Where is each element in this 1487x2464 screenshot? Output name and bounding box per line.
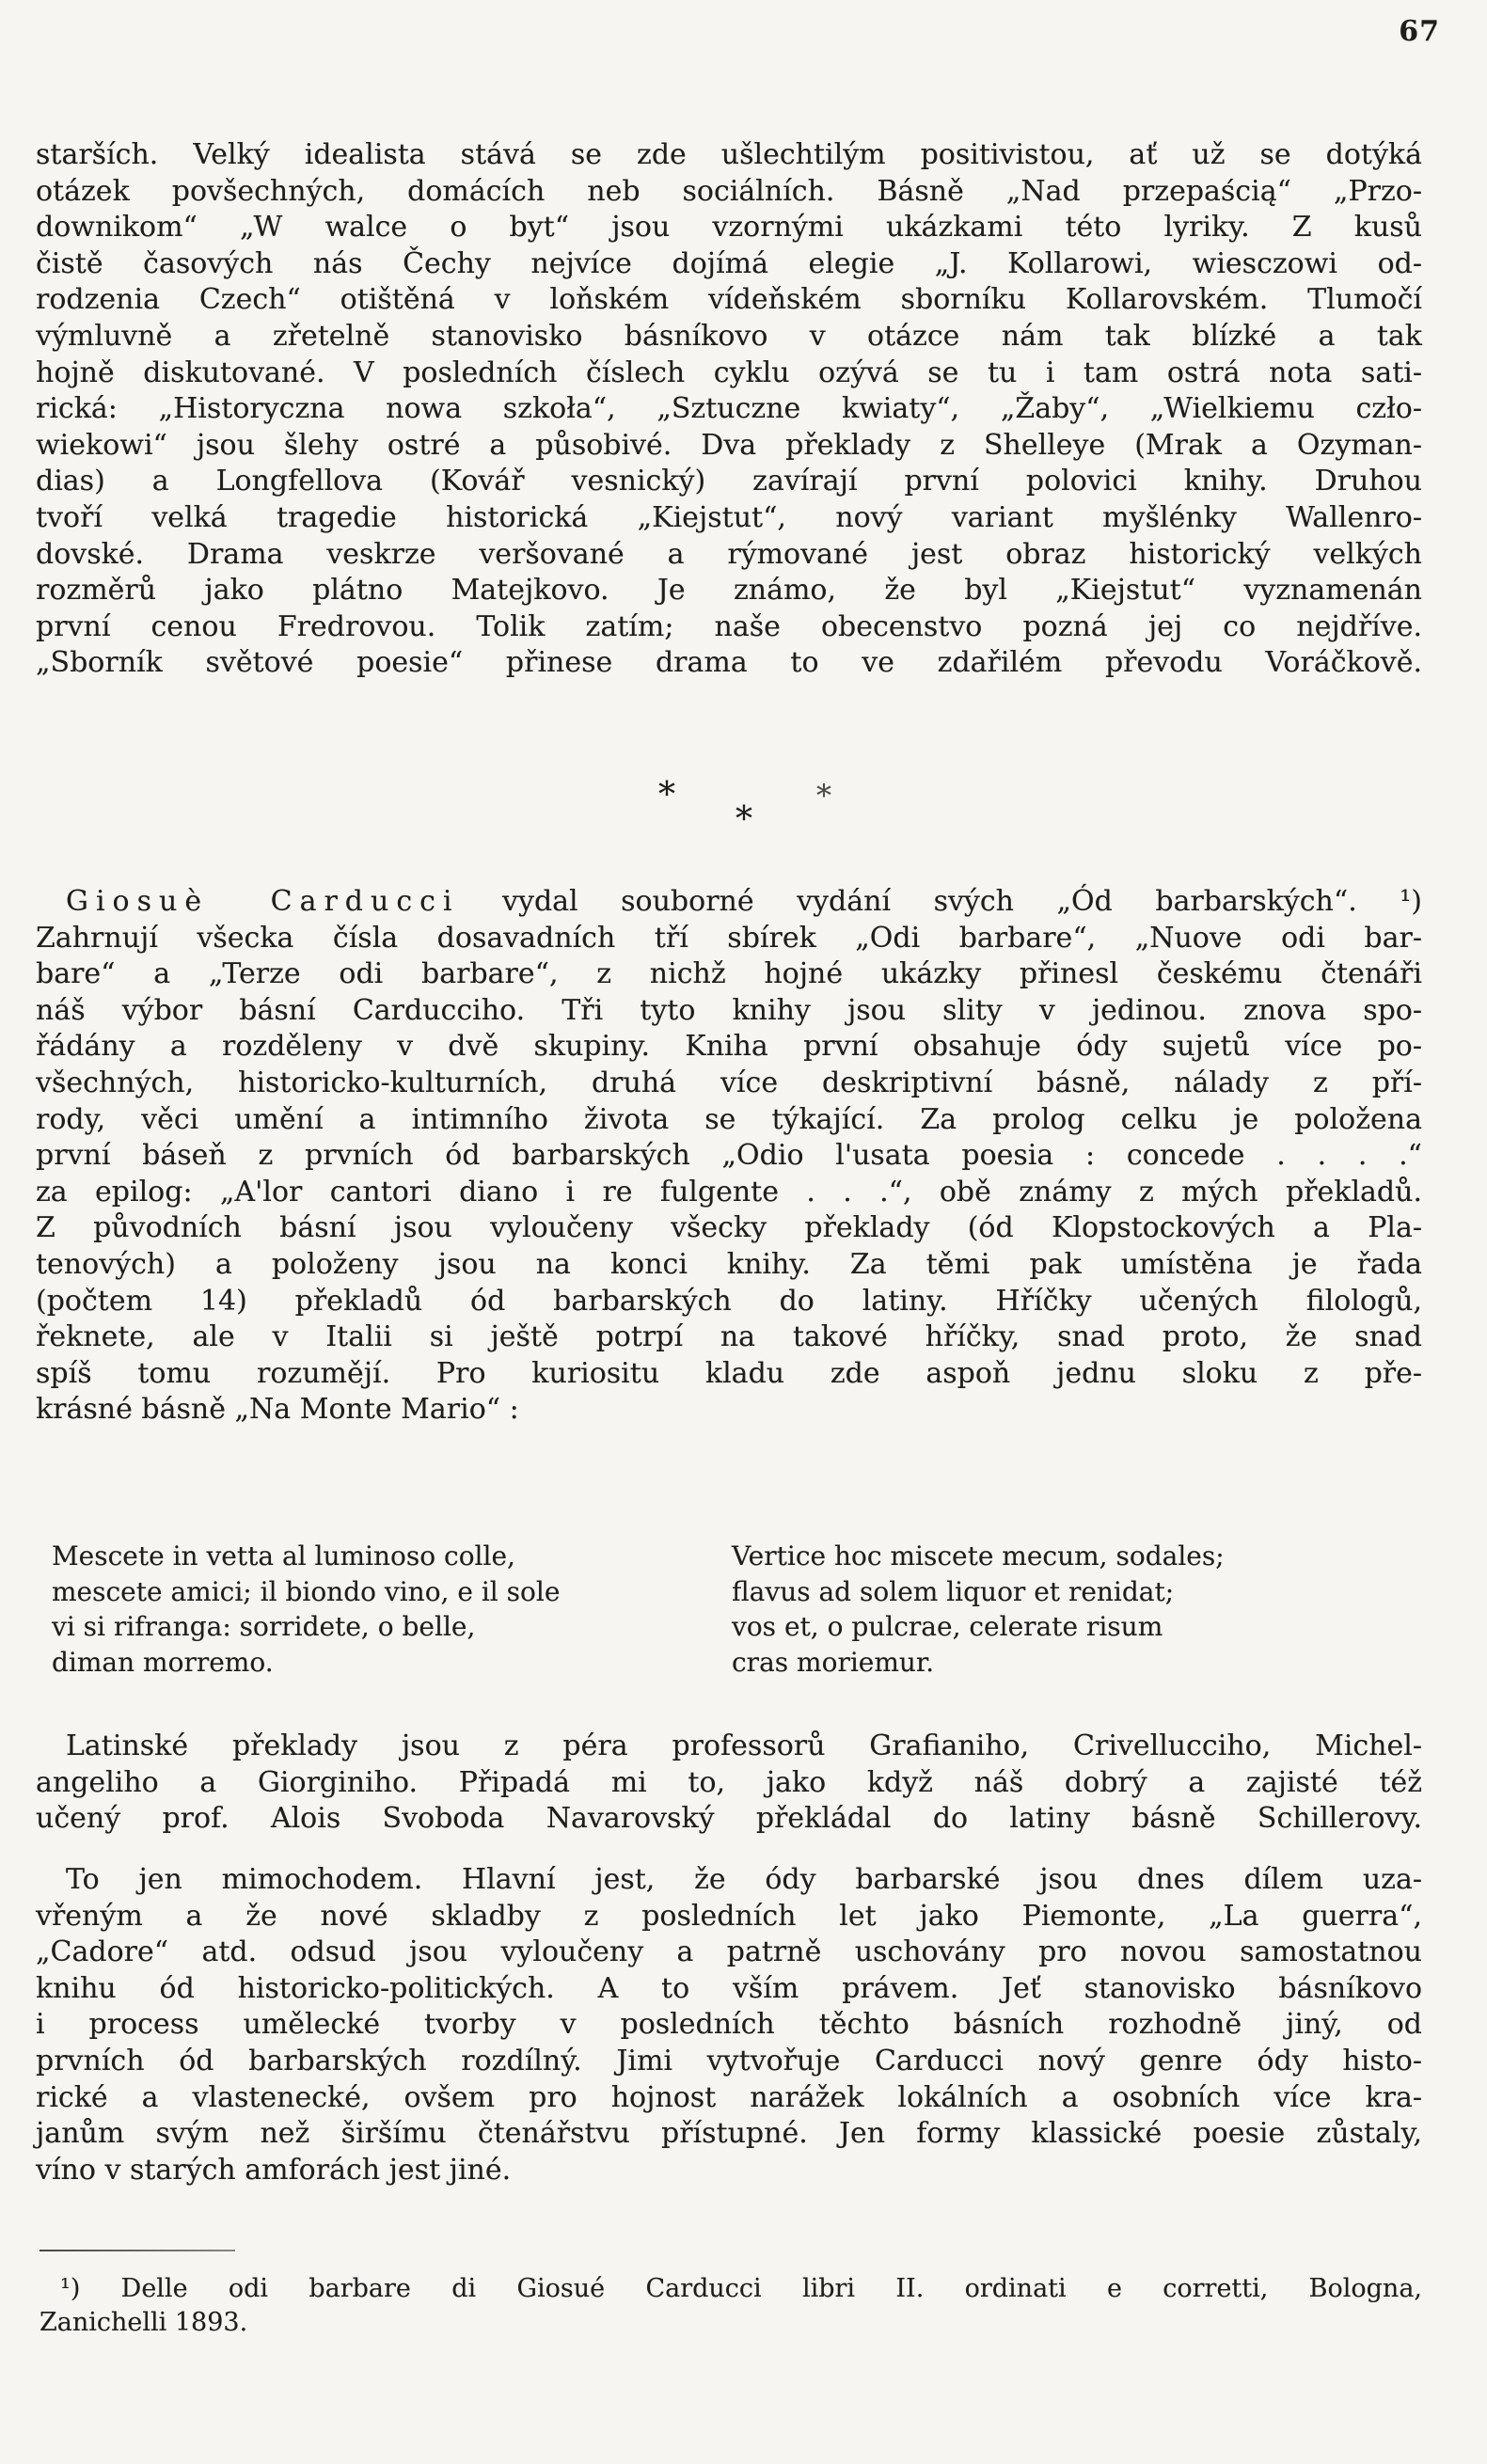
text-line: za epilog: „A'lor cantori diano i re fulgente . . .“, obě známy z mých překladů. <box>36 1175 1422 1208</box>
text-line: dovské. Drama veskrze veršované a rýmované jest obraz historický velkých <box>36 537 1422 571</box>
text-line: diman morremo. <box>52 1646 274 1678</box>
text-line: bare“ a „Terze odi barbare“, z nichž hojné ukázky přinesl českému čtenáři <box>36 957 1422 991</box>
text-line: řádány a rozděleny v dvě skupiny. Kniha první obsahuje ódy sujetů více po- <box>36 1030 1422 1064</box>
text-line: Mescete in vetta al luminoso colle, <box>52 1540 515 1572</box>
text-line: všechných, historicko-kulturních, druhá více deskriptivní básně, nálady z pří- <box>36 1066 1422 1099</box>
text-line: tvoří velká tragedie historická „Kiejstut“, nový variant myšlénky Wallenro- <box>36 500 1422 534</box>
text-line: spíš tomu rozumějí. Pro kuriositu kladu zde aspoň jednu sloku z pře- <box>36 1356 1422 1390</box>
text-line: Latinské překlady jsou z péra professorů Grafianiho, Crivellucciho, Michel- <box>66 1730 1422 1762</box>
paragraph-polish-review <box>36 137 1422 682</box>
text-line: angeliho a Giorginiho. Připadá mi to, jako když náš dobrý a zajisté též <box>36 1765 1422 1799</box>
text-line: rická: „Historyczna nowa szkoła“, „Sztuczne kwiaty“, „Žaby“, „Wielkiemu czło- <box>36 392 1422 426</box>
verse-column-italian <box>52 1539 710 1680</box>
text-line: Z původních básní jsou vyloučeny všecky překlady (ód Klopstockových a Pla- <box>36 1211 1422 1245</box>
text-line: ¹) Delle odi barbare di Giosué Carducci libri II. ordinati e corretti, Bologna, <box>60 2274 1422 2303</box>
text-line: To jen mimochodem. Hlavní jest, že ódy barbarské jsou dnes dílem uza- <box>66 1863 1422 1896</box>
text-line: vi si rifranga: sorridete, o belle, <box>52 1611 476 1642</box>
text-line: otázek povšechných, domácích neb sociálních. Básně „Nad przepaścią“ „Przo- <box>36 174 1422 208</box>
text-line: učený prof. Alois Svoboda Navarovský překládal do latiny básně Schillerovy. <box>36 1802 1422 1836</box>
text-line: řeknete, ale v Italii si ještě potrpí na takové hříčky, snad proto, že snad <box>36 1320 1422 1354</box>
text-line: rodzenia Czech“ otištěná v loňském vídeňském sborníku Kollarovském. Tlumočí <box>36 283 1422 317</box>
text-line: janům svým než širšímu čtenářstvu přístupné. Jen formy klassické poesie zůstaly, <box>36 2117 1422 2151</box>
text-line: wiekowi“ jsou šlehy ostré a působivé. Dva překlady z Shelleye (Mrak a Ozyman- <box>36 428 1422 462</box>
text-line: rické a vlastenecké, ovšem pro hojnost narážek lokálních a osobních více kra- <box>36 2080 1422 2114</box>
text-line: „Cadore“ atd. odsud jsou vyloučeny a patrně uschovány pro novou samostatnou <box>36 1935 1422 1969</box>
text-line: víno v starých amforách jest jiné. <box>36 2153 512 2187</box>
text-line: krásné básně „Na Monte Mario“ : <box>36 1393 519 1427</box>
text-line: prvních ód barbarských rozdílný. Jimi vytvořuje Carducci nový genre ódy histo- <box>36 2044 1422 2077</box>
text-line: náš výbor básní Carducciho. Tři tyto knihy jsou slity v jedinou. znova spo- <box>36 993 1422 1027</box>
text-line: downikom“ „W walce o byt“ jsou vzornými ukázkami této lyriky. Z kusů <box>36 211 1422 245</box>
page-number: 67 <box>1399 15 1440 48</box>
carducci-author-name: Giosuè Carducci <box>66 885 460 918</box>
text-line: rody, věci umění a intimního života se týkající. Za prolog celku je položena <box>36 1102 1422 1136</box>
asterisk-icon: * <box>736 800 752 839</box>
text-line: flavus ad solem liquor et renidat; <box>732 1575 1175 1607</box>
verse-column-latin <box>732 1539 1428 1680</box>
text-line: „Sborník světové poesie“ přinese drama to ve zdařilém převodu Voráčkově. <box>36 646 1422 680</box>
text-line: dias) a Longfellova (Kovář vesnický) zavírají první polovici knihy. Druhou <box>36 465 1422 498</box>
text-line: vřeným a že nové skladby z posledních let jako Piemonte, „La guerra“, <box>36 1899 1422 1933</box>
text-line: Zahrnují všecka čísla dosavadních tří sbírek „Odi barbare“, „Nuove odi bar- <box>36 921 1422 955</box>
paragraph-carducci-body <box>36 921 1422 1429</box>
text-line: výmluvně a zřetelně stanovisko básníkovo v otázce nám tak blízké a tak <box>36 319 1422 353</box>
asterisk-icon: * <box>658 776 675 814</box>
text-line: (počtem 14) překladů ód barbarských do latiny. Hříčky učených filologů, <box>36 1284 1422 1318</box>
text-line: čistě časových nás Čechy nejvíce dojímá elegie „J. Kollarowi, wiesczowi od- <box>36 246 1422 280</box>
paragraph-carducci <box>36 884 1422 1429</box>
asterisk-icon: * <box>816 778 831 813</box>
footnote-divider <box>40 2250 235 2251</box>
paragraph-latin-translations <box>36 1729 1422 1838</box>
first-line-rest: vydal souborné vydání svých „Ód barbarských“. ¹) <box>459 885 1422 918</box>
text-line: knihu ód historicko-politických. A to vším právem. Jeť stanovisko básníkovo <box>36 1971 1422 2005</box>
paragraph-closing <box>36 1862 1422 2188</box>
text-line: Zanichelli 1893. <box>40 2308 248 2337</box>
text-line: vos et, o pulcrae, celerate risum <box>732 1611 1163 1642</box>
text-line: Vertice hoc miscete mecum, sodales; <box>732 1540 1225 1572</box>
footnote <box>40 2272 1422 2340</box>
text-line: hojně diskutované. V posledních číslech cyklu ozývá se tu i tam ostrá nota sati- <box>36 355 1422 389</box>
text-line: mescete amici; il biondo vino, e il sole <box>52 1575 561 1607</box>
asterisk-separator <box>658 776 865 846</box>
text-line: tenových) a položeny jsou na konci knihy. Za těmi pak umístěna je řada <box>36 1247 1422 1281</box>
text-line: první báseň z prvních ód barbarských „Odio l'usata poesia : concede . . . .“ <box>36 1139 1422 1173</box>
text-line <box>36 884 1422 921</box>
text-line: první cenou Fredrovou. Tolik zatím; naše obecenstvo pozná jej co nejdříve. <box>36 609 1422 643</box>
text-line: starších. Velký idealista stává se zde ušlechtilým positivistou, ať už se dotýká <box>36 138 1422 171</box>
text-line: cras moriemur. <box>732 1646 935 1678</box>
text-line: i process umělecké tvorby v posledních těchto básních rozhodně jiný, od <box>36 2008 1422 2042</box>
text-line: rozměrů jako plátno Matejkovo. Je známo, že byl „Kiejstut“ vyznamenán <box>36 574 1422 608</box>
